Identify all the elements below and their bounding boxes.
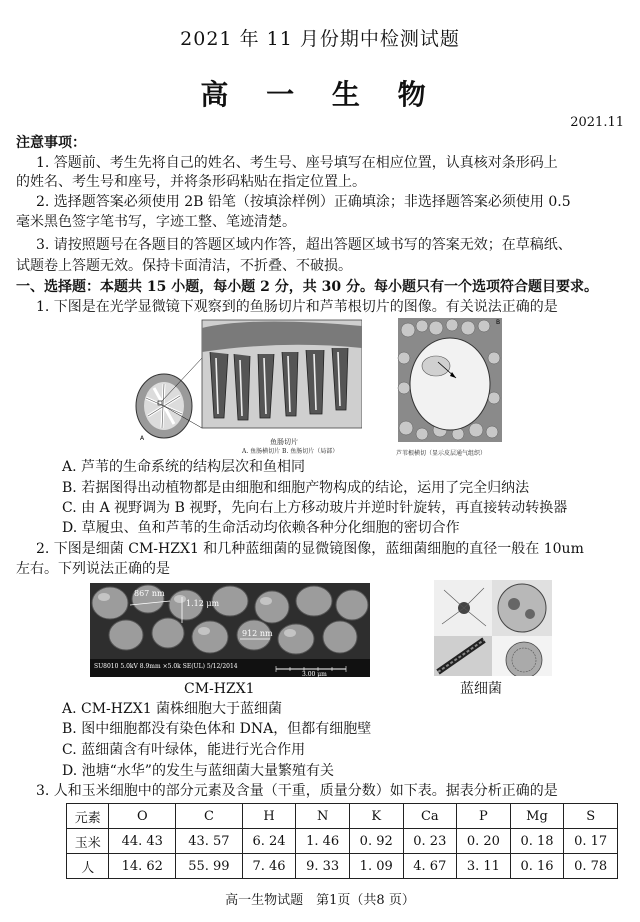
- fish-intestine-figure: [132, 318, 362, 456]
- cyanobacteria-collage: [434, 580, 552, 676]
- q2-caption-right: 蓝细菌: [460, 681, 502, 697]
- table-cell: 0. 78: [564, 854, 618, 879]
- notes-item3-line1: 3. 请按照题号在各题目的答题区域内作答，超出答题区域书写的答案无效；在草稿纸、: [36, 237, 572, 253]
- table-cell: 0. 20: [457, 829, 511, 854]
- table-cell: 0. 16: [510, 854, 564, 879]
- table-cell: 0. 18: [510, 829, 564, 854]
- notes-item2-line1: 2. 选择题答案必须使用 2B 铅笔（按填涂样例）正确填涂；非选择题答案必须使用 0.5: [36, 194, 571, 210]
- table-header-cell: C: [176, 804, 243, 829]
- table-cell: 43. 57: [176, 829, 243, 854]
- table-header-cell: S: [564, 804, 618, 829]
- table-cell: 玉米: [67, 829, 109, 854]
- sem-info: SU8010 5.0kV 8.9mm ×5.0k SE(UL) 5/12/2014: [94, 663, 238, 670]
- sem-image: [90, 583, 370, 677]
- table-header-cell: P: [457, 804, 511, 829]
- q1-option-b: B. 若据图得出动植物都是由细胞和细胞产物构成的结论，运用了完全归纳法: [62, 480, 530, 496]
- notes-item2-line2: 毫米黑色签字笔书写，字迹工整、笔迹清楚。: [16, 214, 296, 230]
- table-cell: 0. 92: [349, 829, 403, 854]
- q1-stem: 1. 下图是在光学显微镜下观察到的鱼肠切片和芦苇根切片的图像。有关说法正确的是: [36, 299, 558, 315]
- table-cell: 1. 46: [296, 829, 350, 854]
- exam-date: 2021.11: [570, 115, 624, 130]
- section1-rule: 本题共 15 小题，每小题 2 分，共 30 分。每小题只有一个选项符合题目要求。: [100, 279, 598, 295]
- q2-option-c: C. 蓝细菌含有叶绿体，能进行光合作用: [62, 742, 306, 758]
- q2-caption-left: CM-HZX1: [184, 681, 255, 697]
- table-cell: 6. 24: [242, 829, 296, 854]
- table-cell: 44. 43: [109, 829, 176, 854]
- sem-measure-2: 1.12 μm: [186, 599, 220, 608]
- table-cell: 1. 09: [349, 854, 403, 879]
- table-header-cell: Ca: [403, 804, 457, 829]
- fish-caption-title: 鱼肠切片: [270, 438, 298, 446]
- page-footer: 高一生物试题 第1页（共8 页）: [225, 893, 415, 908]
- table-cell: 4. 67: [403, 854, 457, 879]
- q2-stem-line2: 左右。下列说法正确的是: [16, 561, 170, 577]
- table-header-row: [67, 804, 618, 829]
- reed-root-image: [386, 318, 504, 448]
- reed-caption: 芦苇根横切（显示皮层通气组织）: [396, 450, 487, 457]
- fig-label-a: A: [140, 435, 145, 442]
- sem-measure-1: 867 nm: [134, 589, 165, 598]
- table-header-cell: K: [349, 804, 403, 829]
- table-header-cell: N: [296, 804, 350, 829]
- section1-prefix: 一、选择题：: [16, 279, 100, 295]
- q2-option-d: D. 池塘“水华”的发生与蓝细菌大量繁殖有关: [62, 763, 334, 779]
- table-cell: 3. 11: [457, 854, 511, 879]
- notes-item1-line2: 的姓名、考生号和座号，并将条形码粘贴在指定位置上。: [16, 174, 366, 190]
- table-cell: 7. 46: [242, 854, 296, 879]
- sem-scale: 3.00 μm: [302, 671, 327, 677]
- q1-option-d: D. 草履虫、鱼和芦苇的生命活动均依赖各种分化细胞的密切合作: [62, 520, 460, 536]
- exam-title: 2021 年 11 月份期中检测试题: [180, 28, 460, 50]
- table-cell: 人: [67, 854, 109, 879]
- table-header-cell: H: [242, 804, 296, 829]
- q2-option-b: B. 图中细胞都没有染色体和 DNA，但都有细胞壁: [62, 721, 372, 737]
- q3-stem: 3. 人和玉米细胞中的部分元素及含量（干重，质量分数）如下表。据表分析正确的是: [36, 783, 558, 799]
- q2-stem-line1: 2. 下图是细菌 CM-HZX1 和几种蓝细菌的显微镜图像，蓝细菌细胞的直径一般在 10um: [36, 541, 584, 557]
- table-row: [67, 829, 618, 854]
- subject-title: 高 一 生 物: [200, 78, 440, 111]
- reed-root-figure: [386, 318, 504, 458]
- cyanobacteria-image: [434, 580, 552, 676]
- fish-caption-detail: A. 鱼肠横切片 B. 鱼肠切片（局部）: [242, 448, 339, 455]
- table-cell: 14. 62: [109, 854, 176, 879]
- table-cell: 9. 33: [296, 854, 350, 879]
- notes-item3-line2: 试题卷上答题无效。保持卡面清洁，不折叠、不破损。: [16, 258, 352, 274]
- q1-option-a: A. 芦苇的生命系统的结构层次和鱼相同: [62, 459, 306, 475]
- table-header-cell: 元素: [67, 804, 109, 829]
- table-row: [67, 854, 618, 879]
- table-header-cell: Mg: [510, 804, 564, 829]
- q2-option-a: A. CM-HZX1 菌株细胞大于蓝细菌: [62, 701, 283, 717]
- fish-intestine-image: [132, 318, 362, 456]
- notes-item1-line1: 1. 答题前、考生先将自己的姓名、考生号、座号填写在相应位置，认真核对条形码上: [36, 155, 558, 171]
- fig-label-b: B: [496, 319, 501, 326]
- table-cell: 55. 99: [176, 854, 243, 879]
- table-header-cell: O: [109, 804, 176, 829]
- sem-measure-3: 912 nm: [242, 629, 273, 638]
- q1-option-c: C. 由 A 视野调为 B 视野，先向右上方移动玻片并逆时针旋转，再直接转动转换器: [62, 500, 568, 516]
- table-cell: 0. 17: [564, 829, 618, 854]
- notes-title: 注意事项：: [16, 135, 86, 151]
- table-cell: 0. 23: [403, 829, 457, 854]
- element-table: [66, 803, 618, 879]
- section1-title: [16, 278, 598, 296]
